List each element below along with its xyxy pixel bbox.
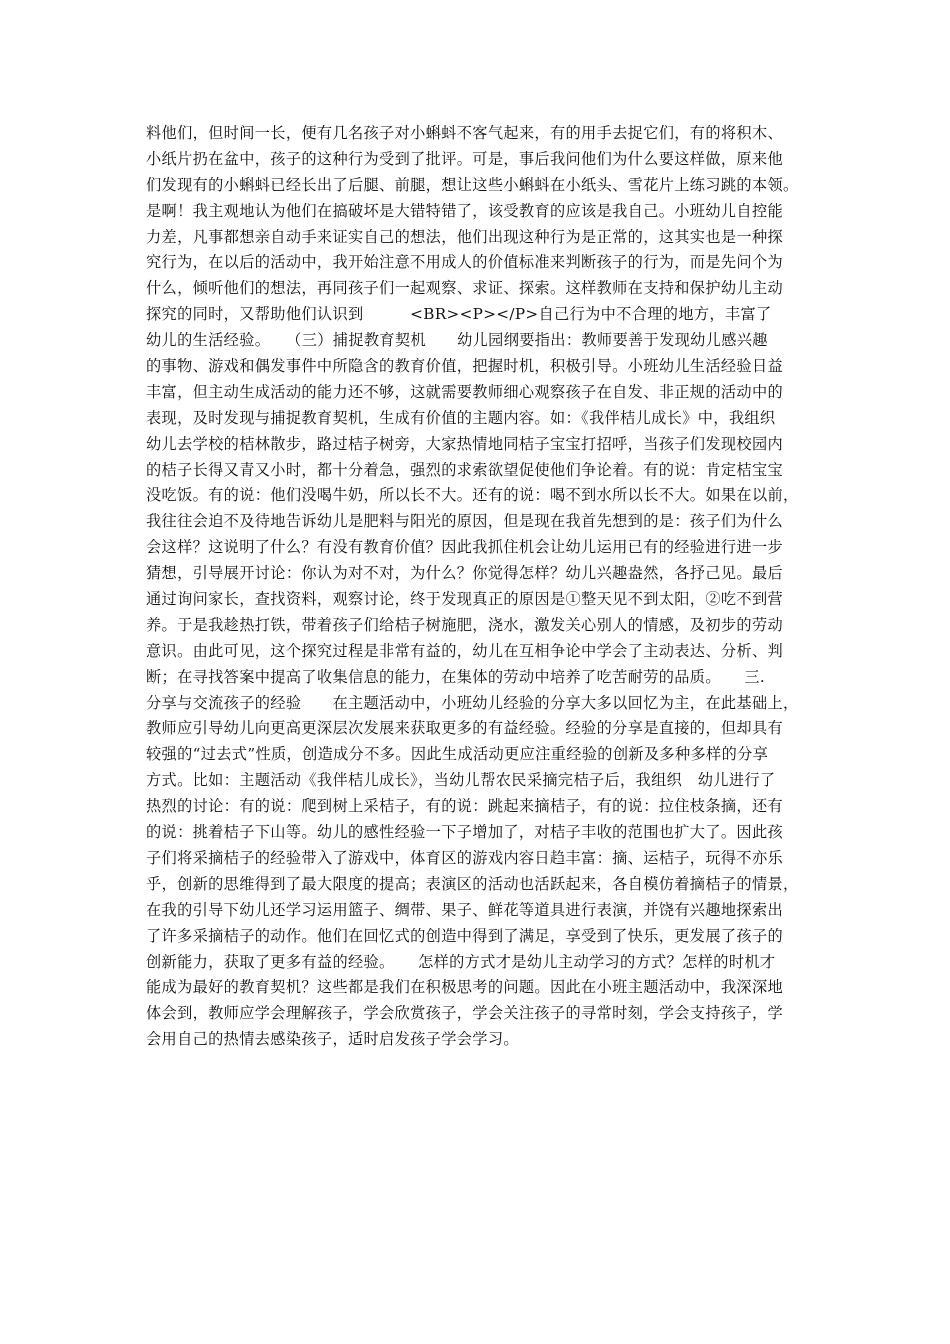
text-line: 们发现有的小蝌蚪已经长出了后腿、前腿，想让这些小蝌蚪在小纸头、雪花片上练习跳的本领。 xyxy=(146,175,799,194)
text-line: 会这样？这说明了什么？有没有教育价值？因此我抓住机会让幼儿运用已有的经验进行进一步 xyxy=(146,538,784,557)
text-line: 会用自己的热情去感染孩子，适时启发孩子学会学习。 xyxy=(146,1030,519,1049)
text-line: 较强的“过去式”性质，创造成分不多。因此生成活动更应注重经验的创新及多种多样的分享 xyxy=(146,745,769,764)
text-line: 表现，及时发现与捕捉教育契机，生成有价值的主题内容。如：《我伴桔儿成长》中，我组织 xyxy=(146,408,776,427)
text-line: 究行为，在以后的活动中，我开始注意不用成人的价值标准来判断孩子的行为，而是先问个为 xyxy=(146,253,784,272)
text-line: 创新能力，获取了更多有益的经验。 怎样的方式才是幼儿主动学习的方式？怎样的时机才 xyxy=(146,952,776,971)
text-line: 养。于是我趁热打铁，带着孩子们给桔子树施肥，浇水，激发关心别人的情感，及初步的劳动 xyxy=(146,615,784,634)
text-line: 分享与交流孩子的经验 在主题活动中，小班幼儿经验的分享大多以回忆为主，在此基础上， xyxy=(146,693,799,712)
text-line: 猜想，引导展开讨论：你认为对不对，为什么？你觉得怎样？幼儿兴趣盎然，各抒己见。最后 xyxy=(146,564,784,583)
text-line: 能成为最好的教育契机？这些都是我们在积极思考的问题。因此在小班主题活动中，我深深地 xyxy=(146,978,784,997)
text-line: 教师应引导幼儿向更高更深层次发展来获取更多的有益经验。经验的分享是直接的，但却具有 xyxy=(146,719,784,738)
text-line: 在我的引导下幼儿还学习运用篮子、绸带、果子、鲜花等道具进行表演，并饶有兴趣地探索出 xyxy=(146,900,784,919)
text-line: 乎，创新的思维得到了最大限度的提高；表演区的活动也活跃起来，各自模仿着摘桔子的情景， xyxy=(146,874,799,893)
text-line: 子们将采摘桔子的经验带入了游戏中，体育区的游戏内容日趋丰富：摘、运桔子，玩得不亦乐 xyxy=(146,848,784,867)
text-line: 是啊！我主观地认为他们在搞破坏是大错特错了，该受教育的应该是我自己。小班幼儿自控能 xyxy=(146,201,784,220)
text-line: 断；在寻找答案中提高了收集信息的能力，在集体的劳动中培养了吃苦耐劳的品质。 三. xyxy=(146,667,766,686)
text-line: 探究的同时，又帮助他们认识到 <BR><P></P>自己行为中不合理的地方，丰富了 xyxy=(146,305,772,324)
text-line: 通过询问家长，查找资料，观察讨论，终于发现真正的原因是①整天见不到太阳，②吃不到营 xyxy=(146,590,784,609)
text-line: 料他们，但时间一长，便有几名孩子对小蝌蚪不客气起来，有的用手去捉它们，有的将积木、 xyxy=(146,124,784,142)
text-line: 丰富，但主动生成活动的能力还不够，这就需要教师细心观察孩子在自发、非正规的活动中的 xyxy=(146,382,784,401)
text-line: 我往往会迫不及待地告诉幼儿是肥料与阳光的原因，但是现在我首先想到的是：孩子们为什么 xyxy=(146,512,784,531)
text-line: 意识。由此可见，这个探究过程是非常有益的，幼儿在互相争论中学会了主动表达、分析、判 xyxy=(146,641,784,660)
text-line: 力差，凡事都想亲自动手来证实自己的想法，他们出现这种行为是正常的，这其实也是一种探 xyxy=(146,227,784,246)
text-line: 热烈的讨论：有的说：爬到树上采桔子，有的说：跳起来摘桔子，有的说：拉住枝条摘，还有 xyxy=(146,797,784,816)
text-line: 的桔子长得又青又小时，都十分着急，强烈的求索欲望促使他们争论着。有的说：肯定桔宝宝 xyxy=(146,460,784,479)
text-line: 没吃饭。有的说：他们没喝牛奶，所以长不大。还有的说：喝不到水所以长不大。如果在以前， xyxy=(146,486,799,505)
text-line: 幼儿的生活经验。 （三）捕捉教育契机 幼儿园纲要指出：教师要善于发现幼儿感兴趣 xyxy=(146,331,768,350)
text-line: 的说：挑着桔子下山等。幼儿的感性经验一下子增加了，对桔子丰收的范围也扩大了。因此孩 xyxy=(146,823,784,842)
text-line: 方式。比如：主题活动《我伴桔儿成长》，当幼儿帮农民采摘完桔子后，我组织 幼儿进行了 xyxy=(146,771,776,790)
text-line: 了许多采摘桔子的动作。他们在回忆式的创造中得到了满足，享受到了快乐，更发展了孩子的 xyxy=(146,926,784,945)
text-line: 体会到，教师应学会理解孩子，学会欣赏孩子，学会关注孩子的寻常时刻，学会支持孩子，学 xyxy=(146,1004,784,1023)
body-text xyxy=(146,121,836,1053)
text-line: 幼儿去学校的桔林散步，路过桔子树旁，大家热情地同桔子宝宝打招呼，当孩子们发现校园内 xyxy=(146,434,784,453)
text-line: 小纸片扔在盆中，孩子的这种行为受到了批评。可是，事后我问他们为什么要这样做，原来他 xyxy=(146,149,784,168)
text-line: 的事物、游戏和偶发事件中所隐含的教育价值，把握时机，积极引导。小班幼儿生活经验日益 xyxy=(146,357,784,376)
text-line: 什么，倾听他们的想法，再同孩子们一起观察、求证、探索。这样教师在支持和保护幼儿主动 xyxy=(146,279,784,298)
